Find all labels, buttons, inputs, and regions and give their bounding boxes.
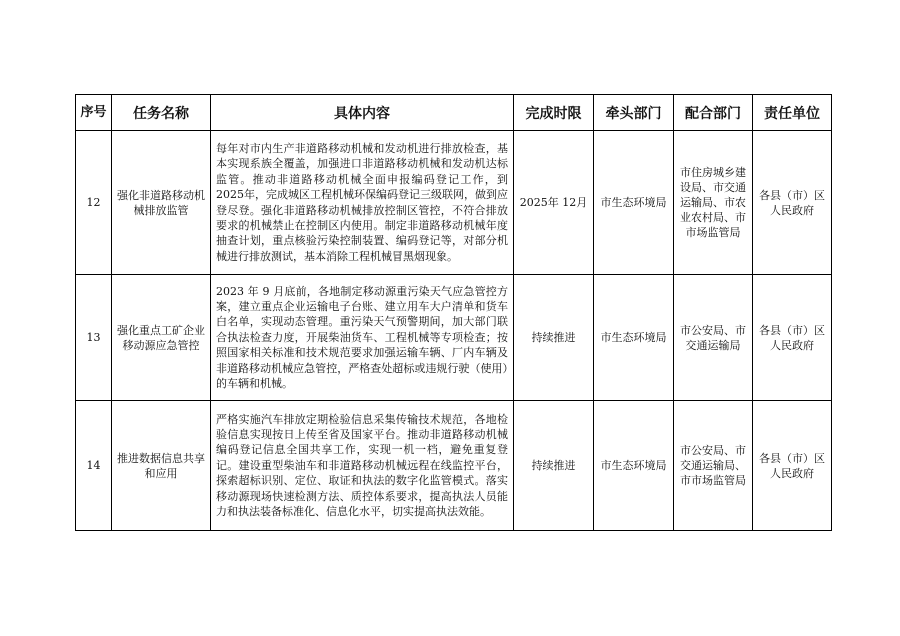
- table-row: [76, 401, 832, 531]
- row-unit: 各县（市）区人民政府: [753, 131, 832, 275]
- row-lead: 市生态环境局: [594, 131, 674, 275]
- row-task: 强化重点工矿企业移动源应急管控: [112, 275, 211, 401]
- row-content: 2023 年 9 月底前，各地制定移动源重污染天气应急管控方案，建立重点企业运输电子台账、建立用车大户清单和货车白名单，实现动态管理。重污染天气预警期间，加大部门联合执法检查力度，开展柴油货车、工程机械等专项检查；按照国家相关标准和技术规范要求加强运输车辆、厂内车辆及非道路移动机械应急管控，严格查处超标或违规行驶（使用）的车辆和机械。: [211, 275, 514, 401]
- row-no: 12: [76, 131, 112, 275]
- header-task: 任务名称: [112, 95, 211, 131]
- row-coop: 市住房城乡建设局、市交通运输局、市农业农村局、市市场监管局: [674, 131, 753, 275]
- header-deadline: 完成时限: [514, 95, 594, 131]
- header-content: 具体内容: [211, 95, 514, 131]
- row-no: 14: [76, 401, 112, 531]
- row-task: 强化非道路移动机械排放监管: [112, 131, 211, 275]
- row-unit: 各县（市）区人民政府: [753, 275, 832, 401]
- row-lead: 市生态环境局: [594, 275, 674, 401]
- row-deadline: 2025年 12月: [514, 131, 594, 275]
- row-task: 推进数据信息共享和应用: [112, 401, 211, 531]
- header-row: [76, 95, 832, 131]
- header-no: 序号: [76, 95, 112, 131]
- table-row: [76, 275, 832, 401]
- row-content: 每年对市内生产非道路移动机械和发动机进行排放检查，基本实现系族全覆盖，加强进口非道路移动机械和发动机达标监管。推动非道路移动机械全面申报编码登记工作，到 2025年，完成城区工程机械环保编码登记三级联网，做到应登尽登。强化非道路移动机械排放控制区管控，不符合排放要求的机械禁止在控制区内使用。制定非道路移动机械年度抽查计划，重点核验污染控制装置、编码登记等，对部分机械进行排放测试，基本消除工程机械冒黑烟现象。: [211, 131, 514, 275]
- row-deadline: 持续推进: [514, 275, 594, 401]
- header-lead: 牵头部门: [594, 95, 674, 131]
- table-row: [76, 131, 832, 275]
- row-unit: 各县（市）区人民政府: [753, 401, 832, 531]
- task-table: [75, 94, 832, 531]
- row-deadline: 持续推进: [514, 401, 594, 531]
- row-coop: 市公安局、市交通运输局、市市场监管局: [674, 401, 753, 531]
- row-content: 严格实施汽车排放定期检验信息采集传输技术规范，各地检验信息实现按日上传至省及国家平台。推动非道路移动机械编码登记信息全国共享工作，实现一机一档，避免重复登记。建设重型柴油车和非道路移动机械远程在线监控平台，探索超标识别、定位、取证和执法的数字化监管模式。落实移动源现场快速检测方法、质控体系要求，提高执法人员能力和执法装备标准化、信息化水平，切实提高执法效能。: [211, 401, 514, 531]
- row-lead: 市生态环境局: [594, 401, 674, 531]
- row-no: 13: [76, 275, 112, 401]
- header-coop: 配合部门: [674, 95, 753, 131]
- header-unit: 责任单位: [753, 95, 832, 131]
- row-coop: 市公安局、市交通运输局: [674, 275, 753, 401]
